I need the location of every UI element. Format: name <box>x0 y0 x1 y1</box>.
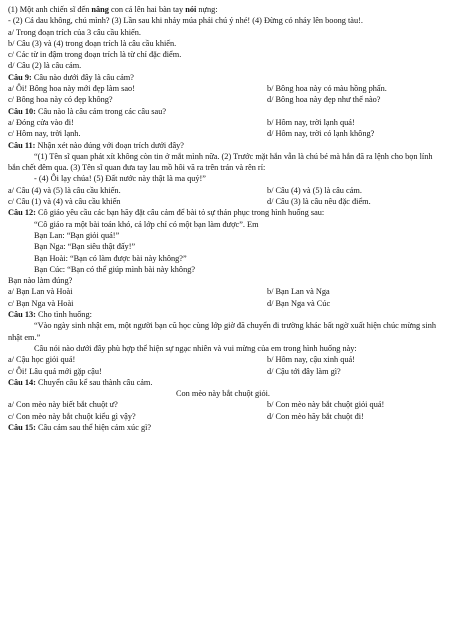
intro-option-d: d/ Câu (2) là câu cảm. <box>8 61 82 71</box>
q11-options-row-2 <box>8 196 438 207</box>
q10-option-a: a/ Đóng cửa vào đi! <box>8 117 74 127</box>
question-9 <box>8 72 438 83</box>
question-label: Câu 10: <box>8 106 36 116</box>
intro-sentence-1 <box>8 4 438 15</box>
q13-options-row-2 <box>8 366 438 377</box>
question-10 <box>8 106 438 117</box>
q11-option-a: a/ Câu (4) và (5) là câu cầu khiến. <box>8 185 121 195</box>
q14-sentence: Con mèo này bắt chuột giỏi. <box>175 389 271 399</box>
q13-option-c: c/ Ôi! Lâu quá mới gặp cậu! <box>8 366 102 376</box>
q14-options-row-1 <box>8 399 438 410</box>
q14-option-c: c/ Con mèo này bắt chuột kiểu gì vậy? <box>8 411 136 421</box>
q11-option-c: c/ Câu (1) và (4) và câu cầu khiến <box>8 197 121 207</box>
question-12 <box>8 207 438 218</box>
question-text: Câu cảm sau thể hiện cảm xúc gì? <box>35 422 152 432</box>
q10-option-b: b/ Hôm nay, trời lạnh quá! <box>267 117 355 127</box>
text-span: nựng: <box>196 5 218 14</box>
intro-option-b: b/ Câu (3) và (4) trong đoạn trích là câu cầu khiến. <box>8 38 177 48</box>
intro-dialogue-line: - (2) Cá dau không, chú mình? (3) Lần sau khi nhảy múa phải chú ý nhé! (4) Đừng có nhảy lên boong tàu!. <box>8 16 363 26</box>
q13-option-a: a/ Cậu học giỏi quá! <box>8 355 76 365</box>
q9-option-c: c/ Bông hoa này có đẹp không? <box>8 95 113 105</box>
question-label: Câu 9: <box>8 72 32 82</box>
q10-options-row-2 <box>8 128 438 139</box>
text-span: (1) Một anh chiến sĩ đến <box>8 5 92 14</box>
q12-options-row-1 <box>8 286 438 297</box>
q14-option-d: d/ Con mèo hãy bắt chuột đi! <box>267 411 364 421</box>
q13-options-row-1 <box>8 354 438 365</box>
q12-dialogue-line: “Cô giáo ra một bài toán khó, cả lớp chỉ có một bạn làm được”. Em <box>34 219 259 229</box>
q13-question: Câu nói nào dưới đây phù hợp thể hiện sự ngạc nhiên và vui mừng của em trong hình huống này: <box>34 343 357 353</box>
question-text: Chuyển câu kể sau thành câu cảm. <box>35 377 153 387</box>
q11-options-row-1 <box>8 185 438 196</box>
q9-option-a: a/ Ôi! Bông hoa này mới đẹp làm sao! <box>8 84 135 94</box>
question-text: Cho tình huống: <box>35 310 92 320</box>
q11-option-b: b/ Câu (4) và (5) là câu cảm. <box>267 185 362 195</box>
bold-word-noi: nói <box>185 5 197 14</box>
question-label: Câu 11: <box>8 140 36 150</box>
q12-dialogue-line: Bạn Nga: “Bạn siêu thật đấy!” <box>34 242 136 252</box>
question-label: Câu 15: <box>8 422 36 432</box>
q9-options-row-2 <box>8 94 438 105</box>
q10-option-c: c/ Hôm nay, trời lạnh. <box>8 129 81 139</box>
question-11 <box>8 140 438 151</box>
q12-question: Bạn nào làm đúng? <box>8 276 73 286</box>
q12-dialogue-line: Bạn Cúc: “Bạn có thể giúp mình bài này không? <box>34 264 196 274</box>
question-13 <box>8 309 438 320</box>
q14-option-b: b/ Con mèo này bắt chuột giỏi quá! <box>267 400 385 410</box>
intro-option-c: c/ Các từ in đậm trong đoạn trích là từ chỉ đặc điểm. <box>8 50 182 60</box>
q14-options-row-2 <box>8 411 438 422</box>
q11-option-d: d/ Câu (3) là câu nêu đặc điểm. <box>267 197 371 207</box>
question-text: Nhận xét nào đúng với đoạn trích dưới đây? <box>35 140 184 150</box>
question-label: Câu 12: <box>8 208 36 218</box>
question-text: Cô giáo yêu cầu các bạn hãy đặt câu cảm để bài tỏ sự thán phục trong hình huống sau: <box>35 208 325 218</box>
q12-option-d: d/ Bạn Nga và Cúc <box>267 298 331 308</box>
q11-passage: “(1) Tên sĩ quan phát xít không còn tin ở mắt mình nữa. (2) Trước mặt hắn vẫn là chú bé mà hắn đã ra lệnh cho bọn lính bắn chết đêm qua. (3) Tên sĩ quan đưa tay lau mồ hôi vã ra trên trán và rên rỉ: <box>8 151 433 173</box>
q10-options-row-1 <box>8 117 438 128</box>
q12-option-c: c/ Bạn Nga và Hoài <box>8 298 74 308</box>
question-14 <box>8 377 438 388</box>
q9-options-row-1 <box>8 83 438 94</box>
q14-option-a: a/ Con mèo này biết bắt chuột ư? <box>8 400 118 410</box>
intro-option-a: a/ Trong đoạn trích của 3 câu cầu khiến. <box>8 27 141 37</box>
q12-option-a: a/ Bạn Lan và Hoài <box>8 287 73 297</box>
q10-option-d: d/ Hôm nay, trời có lạnh không? <box>267 129 375 139</box>
question-label: Câu 14: <box>8 377 36 387</box>
q13-passage: “Vào ngày sinh nhật em, một người bạn cũ học cùng lớp giờ đã chuyển đi trường khác bất ngờ xuất hiện chúc mừng sinh nhật em.” <box>8 321 437 342</box>
question-text: Câu nào là câu cảm trong các câu sau? <box>35 106 167 116</box>
question-15 <box>8 422 438 433</box>
q12-options-row-2 <box>8 298 438 309</box>
q12-option-b: b/ Bạn Lan và Nga <box>267 287 330 297</box>
q13-option-b: b/ Hôm nay, cậu xinh quá! <box>267 355 355 365</box>
question-label: Câu 13: <box>8 310 36 320</box>
text-span: con cá lên hai bàn tay <box>108 5 186 14</box>
question-text: Câu nào dưới đây là câu cảm? <box>31 72 134 82</box>
q9-option-d: d/ Bông hoa này đẹp như thế nào? <box>267 95 381 105</box>
q12-dialogue-line: Bạn Lan: “Bạn giỏi quá!” <box>34 230 120 240</box>
q11-quote: - (4) Ôi lạy chúa! (5) Đất nước này thật là ma quỷ!” <box>34 174 206 184</box>
q13-option-d: d/ Cậu tới đây làm gì? <box>267 366 341 376</box>
q9-option-b: b/ Bông hoa này có màu hồng phấn. <box>267 84 387 94</box>
bold-word-nang: nâng <box>91 5 109 14</box>
q12-dialogue-line: Bạn Hoài: “Bạn có làm được bài này không?” <box>34 253 187 263</box>
